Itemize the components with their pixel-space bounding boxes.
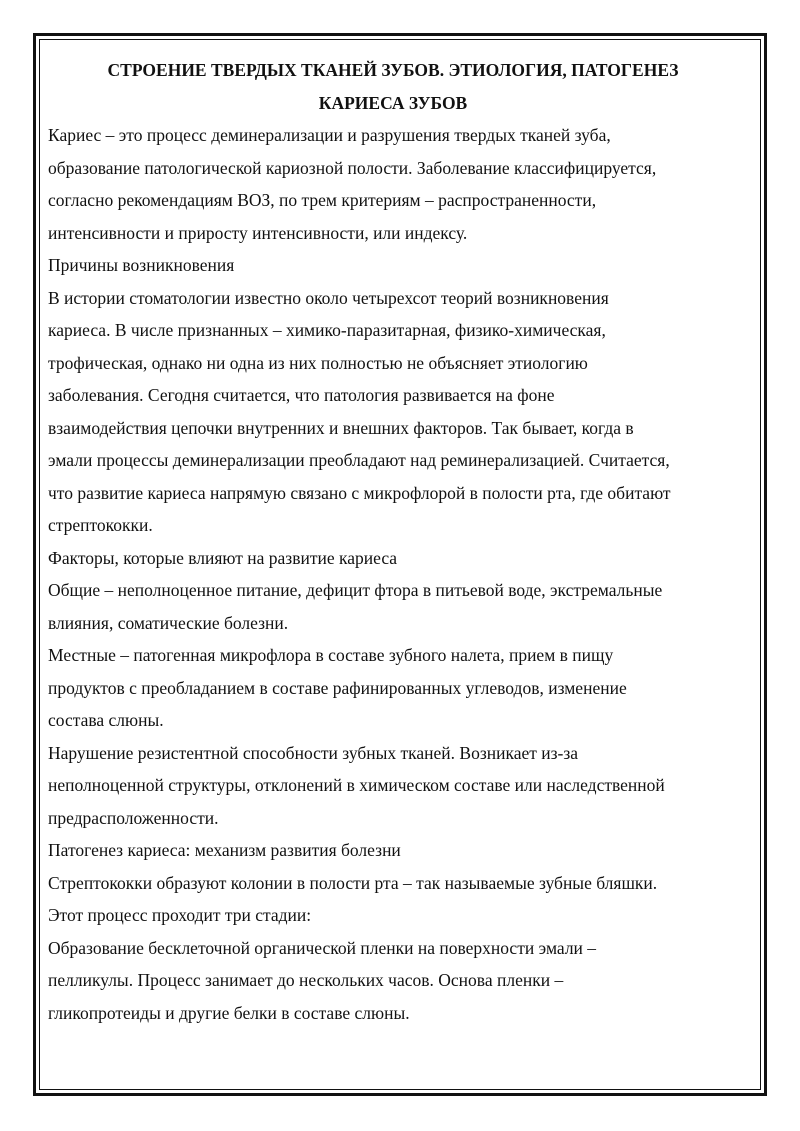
text-line: предрасположенности.	[48, 807, 219, 828]
section-heading: Факторы, которые влияют на развитие кариеса	[48, 547, 398, 568]
text-line: эмали процессы деминерализации преобладают над реминерализацией. Считается,	[48, 450, 670, 470]
text-line: Местные – патогенная микрофлора в составе зубного налета, прием в пищу	[48, 645, 614, 665]
section-heading: Патогенез кариеса: механизм развития болезни	[48, 840, 401, 860]
text-line: интенсивности и приросту интенсивности, или индексу.	[48, 222, 468, 243]
text-line: заболевания. Сегодня считается, что патология развивается на фоне	[48, 385, 555, 405]
text-line: влияния, соматические болезни.	[48, 612, 289, 633]
text-line: гликопротеиды и другие белки в составе слюны.	[48, 1002, 410, 1023]
document-title	[48, 54, 738, 119]
title-line-2: КАРИЕСА ЗУБОВ	[318, 92, 468, 113]
text-line: трофическая, однако ни одна из них полностью не объясняет этиологию	[48, 352, 588, 373]
text-line: Этот процесс проходит три стадии:	[48, 905, 312, 925]
text-line: Образование бесклеточной органической пленки на поверхности эмали –	[48, 937, 597, 958]
text-line: взаимодействия цепочки внутренних и внешних факторов. Так бывает, когда в	[48, 417, 634, 438]
text-block	[48, 119, 738, 1029]
text-line: неполноценной структуры, отклонений в химическом составе или наследственной	[48, 775, 665, 795]
text-line: стрептококки.	[48, 515, 153, 535]
text-line: Кариес – это процесс деминерализации и разрушения твердых тканей зуба,	[48, 125, 611, 145]
text-line: кариеса. В числе признанных – химико-паразитарная, физико-химическая,	[48, 320, 606, 340]
section-heading: Причины возникновения	[48, 255, 235, 275]
text-line: Общие – неполноценное питание, дефицит фтора в питьевой воде, экстремальные	[48, 580, 663, 600]
text-line: Нарушение резистентной способности зубных тканей. Возникает из-за	[48, 742, 579, 763]
text-line: Стрептококки образуют колонии в полости рта – так называемые зубные бляшки.	[48, 872, 658, 893]
text-line: пелликулы. Процесс занимает до нескольких часов. Основа пленки –	[48, 970, 564, 990]
text-line: что развитие кариеса напрямую связано с микрофлорой в полости рта, где обитают	[48, 482, 671, 503]
document-body	[48, 54, 738, 1029]
text-line: состава слюны.	[48, 710, 164, 730]
text-line: согласно рекомендациям ВОЗ, по трем критериям – распространенности,	[48, 190, 597, 210]
text-line: В истории стоматологии известно около четырехсот теорий возникновения	[48, 287, 609, 308]
title-line-1: СТРОЕНИЕ ТВЕРДЫХ ТКАНЕЙ ЗУБОВ. ЭТИОЛОГИЯ, ПАТОГЕНЕЗ	[107, 60, 679, 80]
text-line: продуктов с преобладанием в составе рафинированных углеводов, изменение	[48, 677, 627, 698]
text-line: образование патологической кариозной полости. Заболевание классифицируется,	[48, 157, 657, 178]
